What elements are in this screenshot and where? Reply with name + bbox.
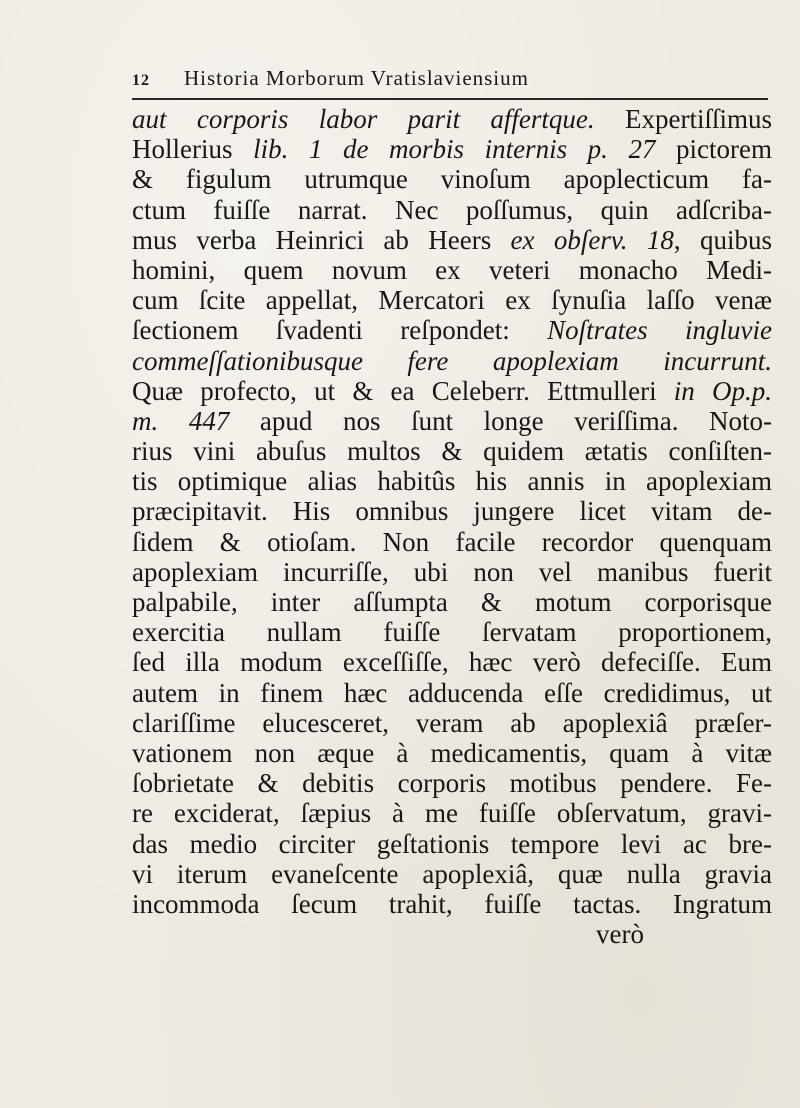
text-segment: vationem non æque à medicamentis, quam à vitæ: [132, 737, 772, 768]
text-segment: ſobrietate & debitis corporis motibus pendere. Fe-: [132, 768, 772, 799]
text-line: [132, 315, 772, 345]
text-line: [132, 617, 772, 647]
header-rule: [132, 98, 768, 100]
italic-segment: in Op.p.: [673, 375, 772, 406]
text-line: [132, 346, 772, 376]
text-segment: ſed illa modum exceſſiſſe, hæc verò defeciſſe. Eum: [132, 647, 772, 678]
text-line: [132, 889, 772, 919]
text-line: [132, 527, 772, 557]
text-segment: re exciderat, ſæpius à me fuiſſe obſervatum, gravi-: [132, 798, 772, 829]
text-line: [132, 376, 772, 406]
text-segment: Hollerius: [132, 134, 254, 165]
text-segment: mus verba Heinrici ab Heers: [132, 224, 511, 255]
text-segment: verò: [596, 919, 644, 950]
text-line: [132, 436, 772, 466]
page-number: 12: [132, 72, 150, 89]
text-segment: das medio circiter geſtationis tempore levi ac bre-: [132, 828, 772, 859]
text-line: [132, 225, 772, 255]
text-segment: autem in finem hæc adducenda eſſe credidimus, ut: [132, 677, 772, 708]
text-segment: tis optimique alias habitûs his annis in apoplexiam: [132, 466, 772, 497]
text-line: [132, 587, 772, 617]
text-segment: palpabile, inter aſſumpta & motum corporisque: [132, 587, 772, 617]
text-segment: cum ſcite appellat, Mercatori ex ſynuſia laſſo venæ: [132, 285, 772, 316]
text-segment: & figulum utrumque vinoſum apoplecticum fa-: [132, 164, 772, 195]
text-line: [132, 738, 772, 768]
text-line: [132, 285, 772, 315]
text-line: [132, 496, 772, 526]
text-line: [132, 134, 772, 164]
running-header: [132, 66, 772, 92]
text-segment: clariſſime elucesceret, veram ab apoplexiâ præſer-: [132, 707, 772, 738]
text-segment: ſectionem ſvadenti reſpondet:: [132, 315, 548, 346]
body-text: [132, 104, 772, 949]
text-line: [132, 406, 772, 436]
running-title: Historia Morborum Vratislaviensium: [184, 66, 529, 90]
text-segment: ctum fuiſſe narrat. Nec poſſumus, quin adſcriba-: [132, 194, 772, 225]
text-segment: vi iterum evaneſcente apoplexiâ, quæ nulla gravia: [132, 858, 772, 889]
text-segment: , quibus: [673, 224, 772, 255]
italic-segment: Noſtrates ingluvie: [547, 315, 772, 346]
text-line: [132, 647, 772, 677]
italic-segment: commeſſationibusque fere apoplexiam incurrunt.: [132, 345, 772, 376]
text-segment: ſidem & otioſam. Non facile recordor quenquam: [132, 526, 772, 557]
text-line: [132, 678, 772, 708]
text-segment: homini, quem novum ex veteri monacho Medi-: [132, 254, 772, 285]
italic-segment: aut corporis labor parit affertque.: [132, 104, 595, 134]
text-line: [132, 164, 772, 194]
text-line: [132, 768, 772, 798]
italic-segment: lib. 1 de morbis internis p. 27: [253, 134, 656, 165]
italic-segment: m. 447: [132, 405, 230, 436]
text-segment: apoplexiam incurriſſe, ubi non vel manibus fuerit: [132, 556, 772, 587]
text-line: [132, 557, 772, 587]
text-line: [132, 104, 772, 134]
text-segment: Expertiſſimus: [594, 104, 773, 134]
text-line: [132, 195, 772, 225]
text-line: [132, 798, 772, 828]
text-line: [132, 919, 772, 949]
text-segment: apud nos ſunt longe veriſſima. Noto-: [229, 405, 773, 436]
text-line: [132, 708, 772, 738]
text-line: [132, 829, 772, 859]
text-line: [132, 859, 772, 889]
text-segment: exercitia nullam fuiſſe ſervatam proportionem,: [132, 617, 772, 648]
text-segment: incommoda ſecum trahit, fuiſſe tactas. Ingratum: [132, 888, 772, 919]
text-line: [132, 255, 772, 285]
text-line: [132, 466, 772, 496]
text-segment: rius vini abuſus multos & quidem ætatis conſiſten-: [132, 436, 772, 467]
text-segment: præcipitavit. His omnibus jungere licet vitam de-: [132, 496, 772, 527]
text-segment: Quæ profecto, ut & ea Celeberr. Ettmulleri: [132, 375, 674, 406]
italic-segment: ex obſerv. 18: [510, 224, 674, 255]
text-segment: pictorem: [655, 134, 772, 165]
